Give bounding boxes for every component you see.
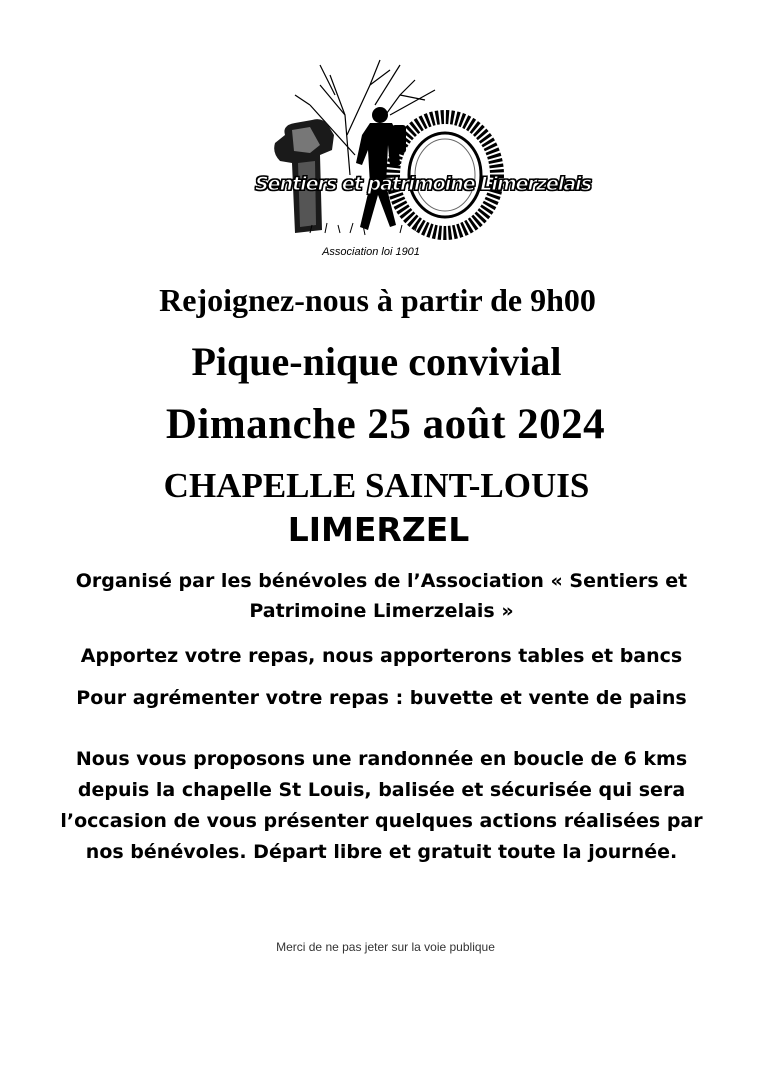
logo-banner-text: Sentiers et patrimoine Limerzelais (255, 173, 592, 195)
event-title: Pique-nique convivial (191, 339, 562, 384)
hiker-cross-wheel-icon (250, 55, 592, 270)
hike-line-2: depuis la chapelle St Louis, balisée et sécurisée qui sera (77, 779, 686, 801)
association-logo (250, 55, 592, 270)
logo-subtitle: Association loi 1901 (322, 246, 420, 258)
start-time-line: Rejoignez-nous à partir de 9h00 (159, 282, 596, 318)
event-date: Dimanche 25 août 2024 (165, 401, 606, 448)
footer-notice: Merci de ne pas jeter sur la voie publique (276, 940, 495, 954)
hike-line-4: nos bénévoles. Départ libre et gratuit toute la journée. (85, 841, 678, 863)
organiser-line-2: Patrimoine Limerzelais » (249, 600, 514, 622)
bring-meal-paragraph: Apportez votre repas, nous apporterons tables et bancs (80, 645, 683, 667)
event-place: CHAPELLE SAINT-LOUIS (163, 466, 590, 505)
refreshments-paragraph: Pour agrémenter votre repas : buvette et vente de pains (76, 687, 687, 709)
event-town: LIMERZEL (287, 510, 470, 549)
organiser-line-1: Organisé par les bénévoles de l’Association « Sentiers et (75, 570, 688, 592)
hike-line-1: Nous vous proposons une randonnée en boucle de 6 kms (75, 748, 688, 770)
hike-paragraph (0, 744, 763, 868)
organiser-paragraph (0, 566, 763, 626)
hike-line-3: l’occasion de vous présenter quelques actions réalisées par (60, 810, 703, 832)
